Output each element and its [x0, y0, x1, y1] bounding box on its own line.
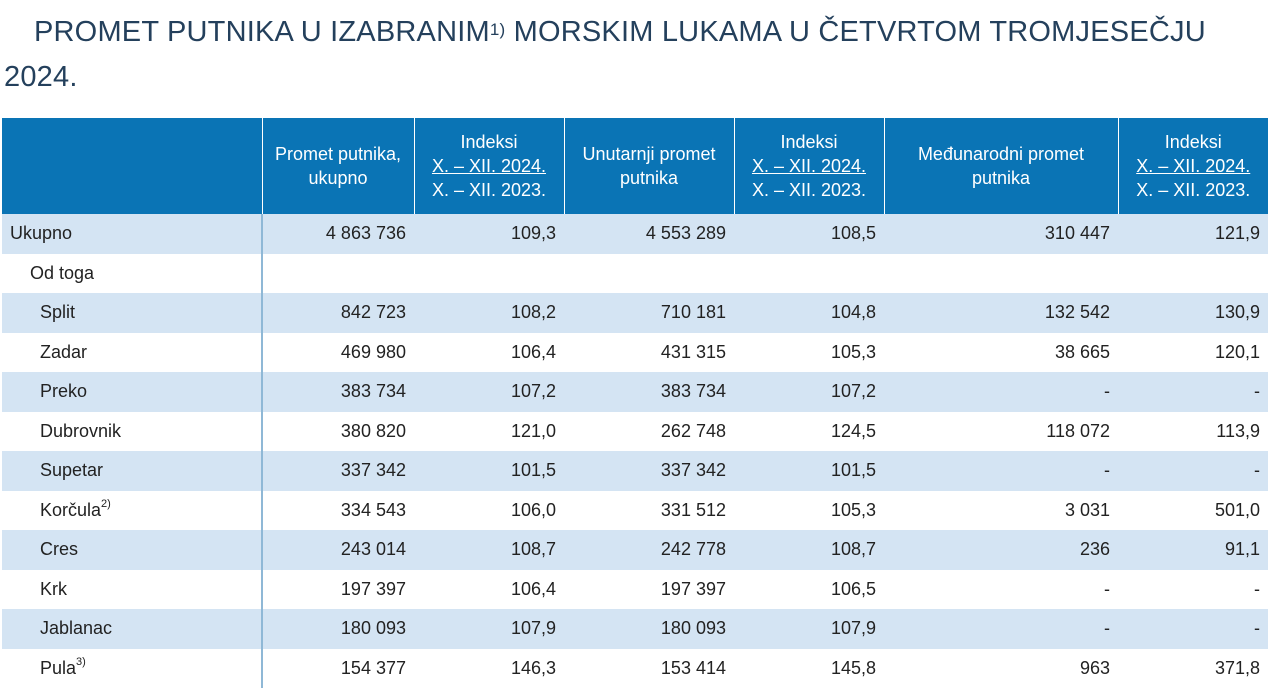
header-index-total	[414, 118, 564, 214]
cell-total: 334 543	[340, 499, 406, 520]
cell-idx-domestic: 104,8	[734, 293, 884, 333]
footnote-marker: 3)	[76, 655, 86, 668]
cell-idx-international: -	[1118, 372, 1268, 412]
cell-idx-total	[414, 254, 564, 294]
header-index-denominator: X. – XII. 2023.	[1136, 180, 1251, 200]
cell-international: 236	[884, 530, 1118, 570]
cell-domestic: 383 734	[564, 372, 734, 412]
header-index-numerator: X. – XII. 2024.	[751, 156, 867, 176]
cell-domestic: 153 414	[660, 657, 726, 678]
title-rest: MORSKIM LUKAMA U ČETVRTOM TROMJESEČJU 2024.	[4, 16, 1206, 93]
table-row	[2, 412, 1268, 452]
cell-total: 383 734	[262, 372, 414, 412]
cell-international: 132 542	[884, 293, 1118, 333]
cell-domestic: 4 553 289	[564, 214, 734, 254]
title-footnote-marker: 1)	[489, 20, 506, 39]
cell-idx-international: 501,0	[1214, 499, 1260, 520]
cell-total: 180 093	[262, 609, 414, 649]
cell-international: 38 665	[1054, 341, 1110, 362]
header-index-numerator: X. – XII. 2024.	[431, 156, 547, 176]
cell-idx-international: 121,9	[1118, 214, 1268, 254]
table-row	[2, 491, 1268, 531]
cell-total	[262, 254, 414, 294]
table-row	[2, 214, 1268, 254]
cell-total: 380 820	[340, 420, 406, 441]
cell-idx-domestic: 107,9	[734, 609, 884, 649]
port-name-text: Dubrovnik	[40, 420, 122, 441]
port-name	[2, 333, 262, 373]
cell-idx-domestic: 101,5	[734, 451, 884, 491]
cell-domestic: 242 778	[564, 530, 734, 570]
table-row	[2, 609, 1268, 649]
cell-idx-total: 107,2	[414, 372, 564, 412]
cell-idx-international: 91,1	[1118, 530, 1268, 570]
header-row	[2, 118, 1268, 214]
cell-international: 310 447	[884, 214, 1118, 254]
cell-domestic: 197 397	[660, 578, 726, 599]
cell-idx-international: 371,8	[1214, 657, 1260, 678]
cell-idx-domestic	[734, 254, 884, 294]
cell-international: 118 072	[1046, 420, 1110, 441]
cell-idx-total: 108,2	[414, 293, 564, 333]
cell-idx-total: 101,5	[414, 451, 564, 491]
cell-idx-international: -	[1118, 451, 1268, 491]
cell-idx-total: 107,9	[414, 609, 564, 649]
footnote-marker: 2)	[101, 497, 111, 510]
cell-idx-international: 130,9	[1118, 293, 1268, 333]
cell-idx-international: -	[1254, 578, 1260, 599]
table-row	[2, 254, 1268, 294]
header-index-denominator: X. – XII. 2023.	[751, 180, 867, 200]
port-name-text: Pula	[40, 657, 77, 678]
cell-international: -	[884, 372, 1118, 412]
table-row	[2, 451, 1268, 491]
table-row	[2, 649, 1268, 689]
cell-domestic: 431 315	[660, 341, 726, 362]
cell-idx-domestic: 108,5	[734, 214, 884, 254]
cell-idx-total: 109,3	[414, 214, 564, 254]
cell-idx-total: 121,0	[510, 420, 556, 441]
port-name-text: Jablanac	[40, 618, 113, 639]
cell-domestic: 710 181	[564, 293, 734, 333]
cell-idx-domestic: 105,3	[830, 341, 876, 362]
port-name	[2, 530, 262, 570]
cell-total: 337 342	[262, 451, 414, 491]
cell-idx-total: 106,4	[510, 578, 556, 599]
cell-international: 3 031	[1064, 499, 1110, 520]
port-name-text: Ukupno	[10, 223, 73, 244]
port-name	[2, 293, 262, 333]
cell-idx-international	[1118, 254, 1268, 294]
port-name-text: Od toga	[30, 262, 95, 283]
port-name-text: Cres	[40, 539, 79, 560]
cell-total: 197 397	[340, 578, 406, 599]
port-name-text: Krk	[40, 578, 67, 599]
cell-international	[884, 254, 1118, 294]
cell-idx-total: 108,7	[414, 530, 564, 570]
cell-idx-international: 120,1	[1214, 341, 1260, 362]
port-name	[2, 254, 262, 294]
port-name	[2, 214, 262, 254]
table-row	[2, 333, 1268, 373]
port-name	[2, 649, 262, 689]
port-name	[2, 570, 262, 610]
port-name	[2, 451, 262, 491]
cell-idx-domestic: 145,8	[830, 657, 876, 678]
table-row	[2, 530, 1268, 570]
cell-domestic: 180 093	[564, 609, 734, 649]
cell-idx-domestic: 105,3	[830, 499, 876, 520]
header-port	[2, 118, 262, 214]
cell-total: 842 723	[262, 293, 414, 333]
port-name-text: Korčula	[40, 499, 102, 520]
cell-domestic: 331 512	[660, 499, 726, 520]
cell-idx-domestic: 106,5	[830, 578, 876, 599]
header-total: Promet putnika, ukupno	[262, 118, 414, 214]
header-index-title: Indeksi	[460, 132, 518, 152]
header-domestic: Unutarnji promet putnika	[564, 118, 734, 214]
cell-idx-domestic: 124,5	[830, 420, 876, 441]
cell-international: -	[884, 451, 1118, 491]
cell-international: -	[1104, 578, 1110, 599]
header-index-denominator: X. – XII. 2023.	[431, 180, 547, 200]
title-main: PROMET PUTNIKA U IZABRANIM	[34, 16, 490, 48]
header-index-title: Indeksi	[780, 132, 838, 152]
port-name-text: Supetar	[40, 460, 104, 481]
port-name	[2, 372, 262, 412]
port-name-text: Split	[40, 302, 76, 323]
cell-idx-total: 146,3	[510, 657, 556, 678]
port-name-text: Preko	[40, 381, 88, 402]
header-index-numerator: X. – XII. 2024.	[1136, 156, 1251, 176]
port-name	[2, 609, 262, 649]
cell-domestic: 262 748	[660, 420, 726, 441]
cell-idx-total: 106,4	[510, 341, 556, 362]
passenger-traffic-table	[2, 118, 1268, 688]
cell-idx-domestic: 108,7	[734, 530, 884, 570]
cell-total: 469 980	[340, 341, 406, 362]
cell-idx-international: 113,9	[1216, 420, 1260, 441]
header-index-international	[1118, 118, 1268, 214]
header-index-domestic	[734, 118, 884, 214]
port-name	[2, 412, 262, 452]
cell-idx-total: 106,0	[510, 499, 556, 520]
table-row	[2, 372, 1268, 412]
header-international: Međunarodni promet putnika	[884, 118, 1118, 214]
header-index-title: Indeksi	[1164, 132, 1222, 152]
page-title	[4, 10, 1264, 100]
cell-total: 154 377	[340, 657, 406, 678]
port-name-text: Zadar	[40, 341, 88, 362]
cell-international: -	[884, 609, 1118, 649]
cell-domestic	[564, 254, 734, 294]
table-row	[2, 293, 1268, 333]
cell-domestic: 337 342	[564, 451, 734, 491]
port-name	[2, 491, 262, 531]
cell-idx-domestic: 107,2	[734, 372, 884, 412]
cell-total: 4 863 736	[262, 214, 414, 254]
table-body	[2, 214, 1268, 688]
cell-idx-international: -	[1118, 609, 1268, 649]
cell-international: 963	[1079, 657, 1110, 678]
table-row	[2, 570, 1268, 610]
cell-total: 243 014	[262, 530, 414, 570]
